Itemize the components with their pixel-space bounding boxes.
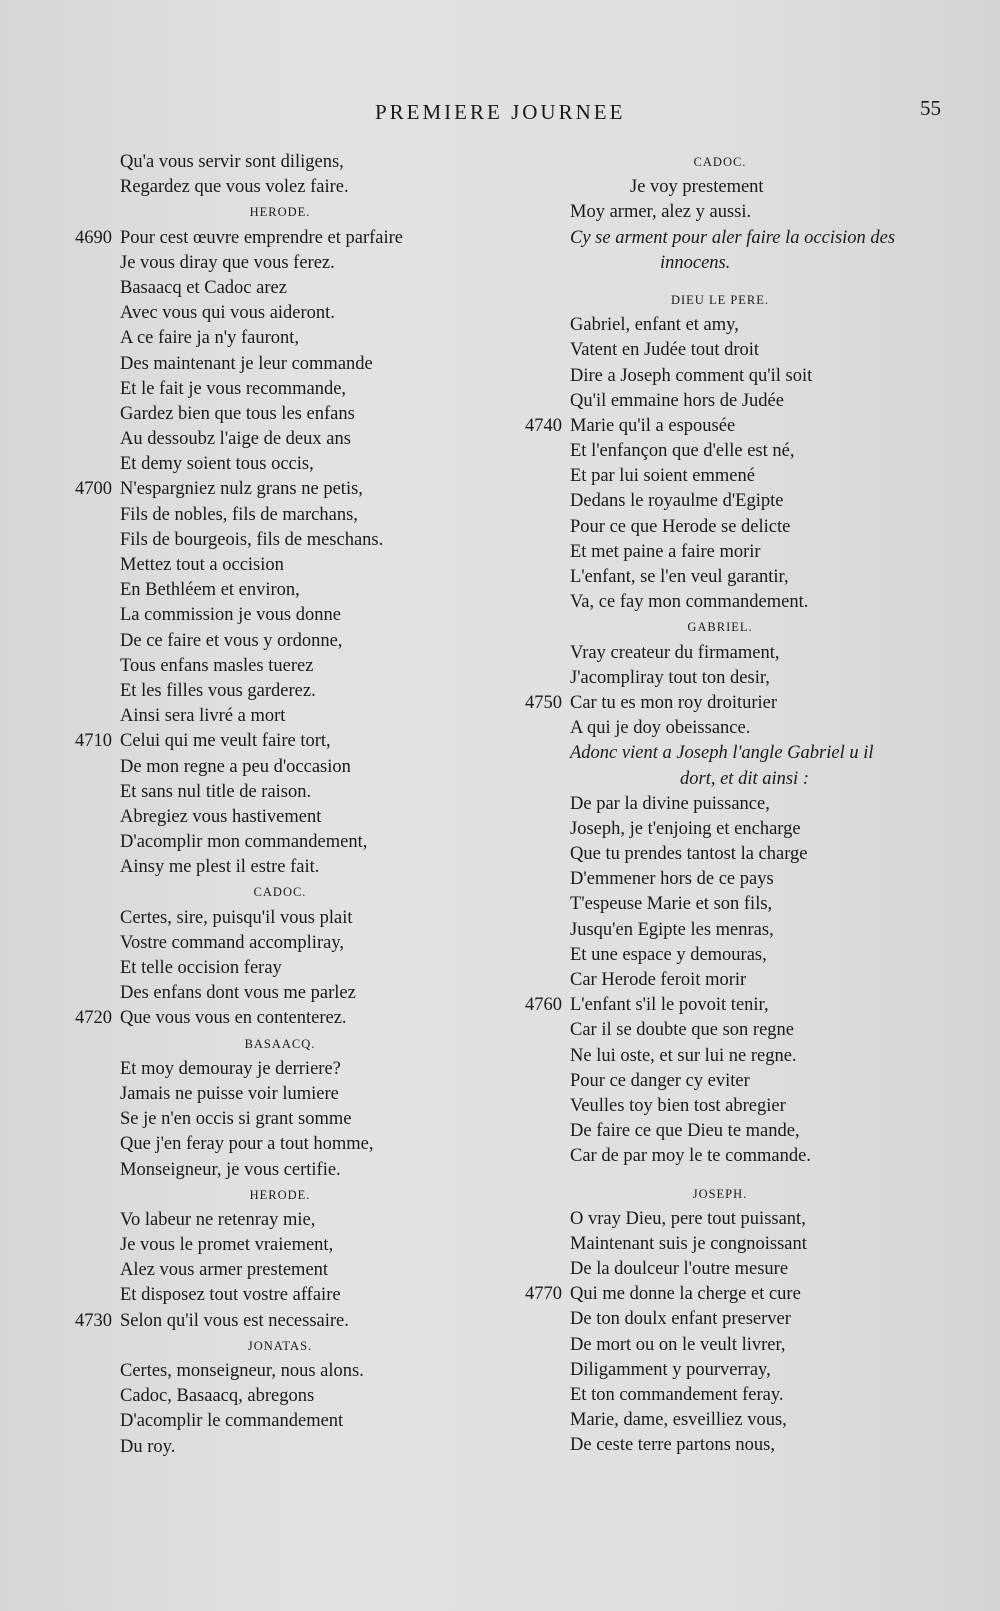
verse-line — [510, 364, 930, 389]
line-text: Et disposez tout vostre affaire — [120, 1285, 341, 1306]
line-text: Qu'il emmaine hors de Judée — [570, 390, 784, 411]
verse-line — [60, 956, 500, 981]
line-text: Vray createur du firmament, — [570, 642, 780, 663]
line-text: Et les filles vous garderez. — [120, 680, 316, 701]
line-text: Se je n'en occis si grant somme — [120, 1109, 352, 1130]
line-text: Diligamment y pourverray, — [570, 1359, 771, 1380]
line-text: DIEU LE PERE. — [670, 292, 770, 307]
verse-line — [60, 503, 500, 528]
verse-line — [60, 931, 500, 956]
verse-line — [510, 338, 930, 363]
line-text: Que j'en feray pour a tout homme, — [120, 1134, 374, 1155]
verse-line — [60, 477, 500, 502]
verse-line — [510, 1207, 930, 1232]
line-text: Veulles toy bien tost abregier — [570, 1095, 786, 1116]
line-text: Qu'a vous servir sont diligens, — [120, 152, 344, 172]
verse-line — [60, 1435, 500, 1460]
line-text: Et sans nul title de raison. — [120, 781, 312, 802]
verse-line — [510, 590, 930, 615]
verse-line — [60, 452, 500, 477]
line-text: N'espargniez nulz grans ne petis, — [120, 479, 363, 500]
line-text: GABRIEL. — [687, 620, 753, 635]
verse-line — [60, 175, 500, 200]
verse-line — [510, 1144, 930, 1169]
line-text: Cadoc, Basaacq, abregons — [120, 1386, 315, 1407]
line-text: BASAACQ. — [244, 1036, 316, 1051]
line-text: Gabriel, enfant et amy, — [570, 315, 739, 336]
verse-line — [60, 1006, 500, 1031]
line-text: Et ton commandement feray. — [570, 1385, 784, 1405]
line-text: De mort ou on le veult livrer, — [570, 1334, 786, 1355]
verse-line — [60, 1258, 500, 1283]
verse-line — [510, 1408, 930, 1433]
verse-line — [60, 326, 500, 351]
line-text: Alez vous armer prestement — [120, 1260, 329, 1281]
line-text: Que tu prendes tantost la charge — [570, 844, 808, 865]
verse-line — [510, 641, 930, 666]
line-number: 4720 — [75, 1008, 112, 1029]
line-text: Du roy. — [120, 1436, 176, 1457]
verse-line — [510, 464, 930, 489]
running-head: PREMIERE JOURNEE — [375, 100, 626, 124]
line-text: Pour ce que Herode se delicte — [570, 516, 791, 537]
line-text: Car Herode feroit morir — [570, 970, 747, 990]
line-text: Marie, dame, esveilliez vous, — [570, 1410, 787, 1431]
speaker-name — [60, 1032, 500, 1057]
verse-line — [510, 968, 930, 993]
verse-line — [510, 1094, 930, 1119]
verse-line — [510, 200, 930, 225]
verse-line — [510, 1119, 930, 1144]
line-text: Ainsi sera livré a mort — [120, 706, 286, 727]
spacer — [510, 1170, 930, 1182]
line-text: L'enfant, se l'en veul garantir, — [570, 567, 789, 587]
verse-line — [510, 389, 930, 414]
verse-line — [60, 402, 500, 427]
line-text: De ce faire et vous y ordonne, — [120, 630, 343, 651]
line-text: Moy armer, alez y aussi. — [570, 202, 752, 223]
spacer — [510, 276, 930, 288]
line-text: Des enfans dont vous me parlez — [120, 983, 356, 1004]
line-text: Au dessoubz l'aige de deux ans — [120, 429, 351, 450]
verse-line — [60, 654, 500, 679]
verse-line — [60, 830, 500, 855]
speaker-name — [510, 1182, 930, 1207]
line-text: Jusqu'en Egipte les menras, — [570, 919, 774, 940]
line-number: 4770 — [525, 1284, 562, 1305]
line-text: Et une espace y demouras, — [570, 944, 767, 965]
line-number: 4700 — [75, 479, 112, 500]
verse-line — [60, 805, 500, 830]
line-text: Qui me donne la cherge et cure — [570, 1284, 801, 1305]
line-text: Et moy demouray je derriere? — [120, 1058, 341, 1079]
verse-line — [60, 729, 500, 754]
verse-line — [510, 1044, 930, 1069]
line-text: O vray Dieu, pere tout puissant, — [570, 1208, 806, 1229]
line-text: Et le fait je vous recommande, — [120, 378, 347, 399]
speaker-name — [60, 1183, 500, 1208]
verse-line — [510, 842, 930, 867]
line-text: T'espeuse Marie et son fils, — [570, 894, 773, 915]
verse-line — [60, 226, 500, 251]
stage-direction — [510, 226, 930, 251]
line-text: innocens. — [660, 252, 731, 273]
line-text: Selon qu'il vous est necessaire. — [120, 1310, 349, 1331]
verse-line — [510, 439, 930, 464]
verse-line — [510, 817, 930, 842]
verse-line — [510, 515, 930, 540]
line-text: Dire a Joseph comment qu'il soit — [570, 365, 813, 386]
verse-line — [510, 175, 930, 200]
line-text: Maintenant suis je congnoissant — [570, 1233, 807, 1254]
line-text: CADOC. — [693, 155, 747, 169]
stage-direction — [510, 741, 930, 766]
verse-line — [60, 1158, 500, 1183]
line-text: De par la divine puissance, — [570, 793, 770, 814]
line-text: De faire ce que Dieu te mande, — [570, 1121, 800, 1142]
line-text: Jamais ne puisse voir lumiere — [120, 1083, 339, 1104]
verse-line — [60, 855, 500, 880]
verse-line — [510, 1232, 930, 1257]
line-number: 4710 — [75, 731, 112, 752]
verse-line — [510, 993, 930, 1018]
speaker-name — [60, 1334, 500, 1359]
verse-line — [60, 150, 500, 175]
line-text: dort, et dit ainsi : — [680, 768, 809, 789]
line-text: De la doulceur l'outre mesure — [570, 1259, 789, 1280]
verse-line — [510, 1358, 930, 1383]
line-text: D'acomplir le commandement — [120, 1411, 344, 1432]
verse-line — [510, 666, 930, 691]
verse-line — [510, 1018, 930, 1043]
verse-line — [60, 679, 500, 704]
verse-line — [60, 1359, 500, 1384]
verse-line — [60, 1082, 500, 1107]
line-text: HERODE. — [249, 205, 311, 220]
verse-line — [510, 1069, 930, 1094]
line-text: D'emmener hors de ce pays — [570, 869, 774, 890]
line-text: Monseigneur, je vous certifie. — [120, 1159, 341, 1180]
line-text: De ton doulx enfant preserver — [570, 1309, 791, 1330]
verse-line — [510, 716, 930, 741]
verse-line — [60, 301, 500, 326]
line-text: Et par lui soient emmené — [570, 466, 755, 487]
line-text: En Bethléem et environ, — [120, 580, 300, 601]
verse-line — [60, 906, 500, 931]
stage-direction — [510, 767, 930, 792]
line-text: Cy se arment pour aler faire la occision des — [570, 227, 896, 248]
line-text: Car tu es mon roy droiturier — [570, 692, 778, 713]
line-text: Et l'enfançon que d'elle est né, — [570, 441, 795, 462]
line-text: J'acompliray tout ton desir, — [570, 667, 770, 688]
speaker-name — [510, 150, 930, 175]
left-column — [60, 150, 500, 1460]
line-text: CADOC. — [253, 885, 307, 900]
line-text: L'enfant s'il le povoit tenir, — [570, 995, 769, 1016]
verse-line — [510, 1257, 930, 1282]
verse-line — [510, 918, 930, 943]
verse-line — [510, 414, 930, 439]
line-text: Car de par moy le te commande. — [570, 1146, 811, 1167]
verse-line — [60, 251, 500, 276]
line-text: Et demy soient tous occis, — [120, 454, 314, 475]
line-text: Gardez bien que tous les enfans — [120, 403, 355, 424]
line-text: Vatent en Judée tout droit — [570, 340, 760, 361]
line-text: Ne lui oste, et sur lui ne regne. — [570, 1045, 797, 1066]
verse-line — [60, 1409, 500, 1434]
verse-line — [60, 981, 500, 1006]
line-number: 4730 — [75, 1310, 112, 1331]
line-number: 4740 — [525, 415, 562, 436]
line-number: 4760 — [525, 995, 562, 1016]
verse-line — [510, 1282, 930, 1307]
verse-line — [60, 704, 500, 729]
line-text: JONATAS. — [247, 1338, 313, 1353]
line-text: Fils de nobles, fils de marchans, — [120, 504, 358, 525]
verse-line — [60, 553, 500, 578]
line-text: A ce faire ja n'y fauront, — [120, 328, 300, 349]
line-text: Marie qu'il a espousée — [570, 415, 736, 436]
line-text: Vo labeur ne retenray mie, — [120, 1209, 316, 1230]
verse-line — [510, 943, 930, 968]
line-text: Vostre command accompliray, — [120, 932, 344, 953]
line-text: Joseph, je t'enjoing et encharge — [570, 818, 801, 839]
verse-line — [510, 1383, 930, 1408]
verse-line — [510, 1433, 930, 1458]
line-text: Pour ce danger cy eviter — [570, 1070, 750, 1091]
speaker-name — [60, 200, 500, 225]
verse-line — [60, 1057, 500, 1082]
verse-line — [510, 1333, 930, 1358]
line-text: Dedans le royaulme d'Egipte — [570, 491, 784, 512]
verse-line — [60, 1309, 500, 1334]
verse-line — [60, 1107, 500, 1132]
verse-line — [60, 276, 500, 301]
speaker-name — [60, 880, 500, 905]
line-text: D'acomplir mon commandement, — [120, 832, 368, 853]
line-text: Tous enfans masles tuerez — [120, 655, 314, 676]
verse-line — [60, 1132, 500, 1157]
verse-line — [60, 780, 500, 805]
verse-line — [510, 565, 930, 590]
line-text: Je vous diray que vous ferez. — [120, 252, 335, 273]
line-text: Basaacq et Cadoc arez — [120, 277, 287, 298]
line-text: Ainsy me plest il estre fait. — [120, 857, 320, 878]
page-number: 55 — [920, 96, 941, 120]
verse-line — [510, 892, 930, 917]
line-text: La commission je vous donne — [120, 605, 341, 626]
line-text: Que vous vous en contenterez. — [120, 1008, 347, 1029]
verse-line — [510, 867, 930, 892]
line-text: A qui je doy obeissance. — [570, 718, 751, 739]
verse-line — [60, 603, 500, 628]
line-text: Certes, monseigneur, nous alons. — [120, 1361, 364, 1381]
line-text: De mon regne a peu d'occasion — [120, 756, 351, 777]
verse-line — [60, 755, 500, 780]
speaker-name — [510, 288, 930, 313]
line-text: JOSEPH. — [692, 1186, 748, 1201]
verse-line — [510, 540, 930, 565]
verse-line — [60, 427, 500, 452]
line-text: Avec vous qui vous aideront. — [120, 303, 335, 324]
verse-line — [60, 377, 500, 402]
line-text: Celui qui me veult faire tort, — [120, 731, 331, 752]
line-text: Certes, sire, puisqu'il vous plait — [120, 907, 353, 928]
line-text: Pour cest œuvre emprendre et parfaire — [120, 227, 404, 248]
verse-line — [60, 578, 500, 603]
verse-line — [60, 528, 500, 553]
verse-line — [60, 1283, 500, 1308]
verse-line — [510, 691, 930, 716]
verse-line — [510, 792, 930, 817]
speaker-name — [510, 615, 930, 640]
verse-line — [60, 1208, 500, 1233]
line-text: Adonc vient a Joseph l'angle Gabriel u il — [570, 743, 874, 764]
verse-line — [60, 1233, 500, 1258]
right-column — [510, 150, 930, 1459]
line-number: 4690 — [75, 227, 112, 248]
verse-line — [60, 352, 500, 377]
line-text: HERODE. — [249, 1187, 311, 1202]
line-text: Car il se doubte que son regne — [570, 1020, 794, 1041]
stage-direction — [510, 251, 930, 276]
line-text: Fils de bourgeois, fils de meschans. — [120, 529, 384, 550]
line-text: Abregiez vous hastivement — [120, 806, 322, 827]
line-text: Va, ce fay mon commandement. — [570, 592, 809, 613]
line-number: 4750 — [525, 692, 562, 713]
verse-line — [510, 313, 930, 338]
line-text: Et met paine a faire morir — [570, 541, 761, 562]
verse-line — [60, 629, 500, 654]
line-text: Regardez que vous volez faire. — [120, 177, 349, 198]
line-text: Je vous le promet vraiement, — [120, 1235, 334, 1256]
verse-line — [510, 1307, 930, 1332]
line-text: Je voy prestement — [630, 177, 764, 198]
line-text: De ceste terre partons nous, — [570, 1435, 775, 1456]
line-text: Des maintenant je leur commande — [120, 353, 373, 374]
verse-line — [510, 489, 930, 514]
verse-line — [60, 1384, 500, 1409]
line-text: Mettez tout a occision — [120, 555, 284, 575]
line-text: Et telle occision feray — [120, 958, 282, 978]
